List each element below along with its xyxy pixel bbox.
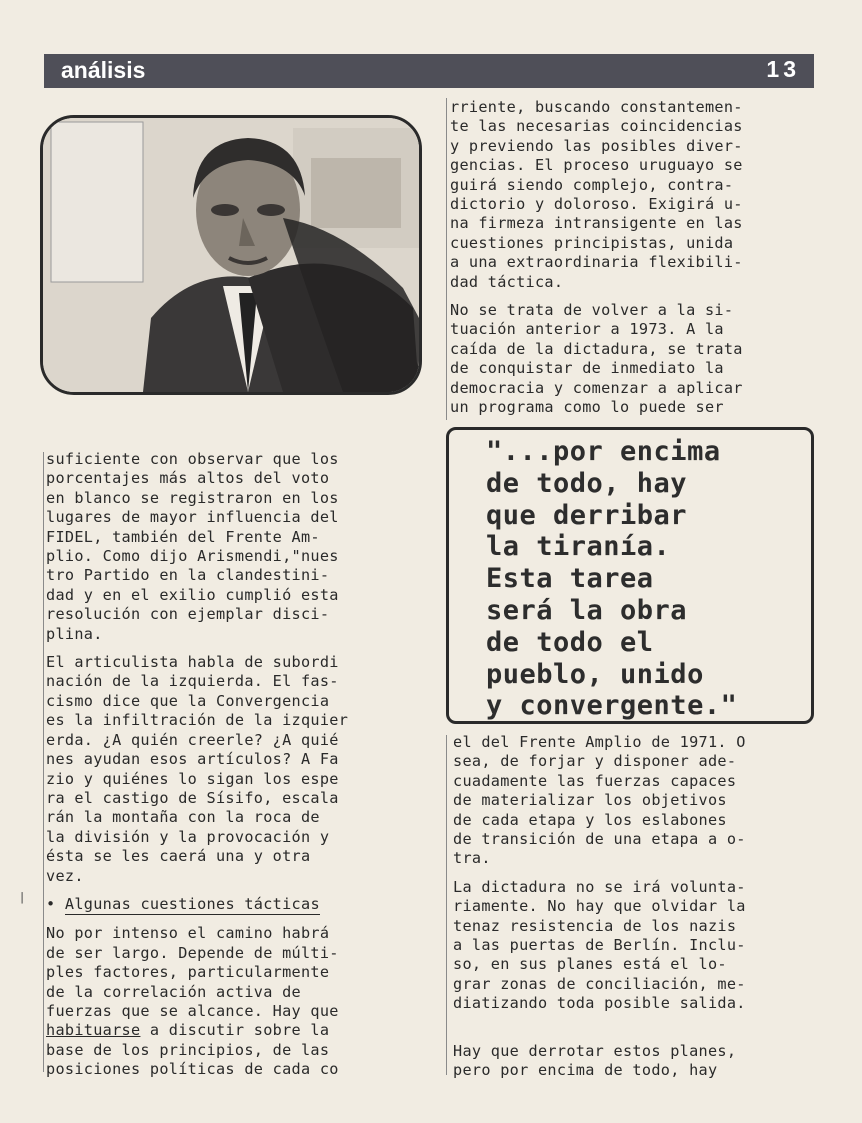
text-line: es la infiltración de la izquier xyxy=(46,711,349,730)
text-line: ples factores, particularmente xyxy=(46,963,330,982)
text-line: rriente, buscando constantemen- xyxy=(450,98,743,116)
page-number: 13 xyxy=(766,56,800,82)
underlined-word: habituarse xyxy=(46,1021,141,1040)
ink-mark: ❘ xyxy=(18,890,27,906)
text-line xyxy=(46,1021,416,1040)
text-line: caída de la dictadura, se trata xyxy=(450,339,743,358)
text-line: base de los principios, de las xyxy=(46,1040,330,1059)
text-line: de transición de una etapa a o- xyxy=(453,830,746,849)
section-header-bar xyxy=(44,54,814,88)
text-line: ésta se les caerá una y otra xyxy=(46,847,311,866)
bullet-icon: • xyxy=(46,894,56,913)
text-line: No se trata de volver a la si- xyxy=(450,301,734,320)
text-line: democracia y comenzar a aplicar xyxy=(450,378,743,397)
quote-line: pueblo, unido xyxy=(486,658,704,690)
text-line: FIDEL, también del Frente Am- xyxy=(46,527,320,546)
quote-line: que derribar xyxy=(486,499,688,531)
text-line: suficiente con observar que los xyxy=(46,450,339,468)
text-line: zio y quiénes lo sigan los espe xyxy=(46,769,339,788)
quote-line: Esta tarea xyxy=(486,563,654,595)
text-line: de conquistar de inmediato la xyxy=(450,359,724,378)
text-line: tra. xyxy=(453,849,491,868)
text-line: sea, de forjar y disponer ade- xyxy=(453,752,737,771)
text-line: El articulista habla de subordi xyxy=(46,653,339,672)
text-line: Hay que derrotar estos planes, xyxy=(453,1042,737,1060)
pull-quote xyxy=(486,436,737,722)
text-line: na firmeza intransigente en las xyxy=(450,214,743,233)
text-line: so, en sus planes está el lo- xyxy=(453,955,727,974)
text-line: te las necesarias coincidencias xyxy=(450,117,743,136)
right-column-top xyxy=(450,98,820,418)
right-column-rule-bottom xyxy=(446,735,447,1075)
pull-quote-box xyxy=(446,427,814,724)
quote-line: será la obra xyxy=(486,594,688,626)
right-column-bottom xyxy=(453,733,823,1014)
text-line: nación de la izquierda. El fas- xyxy=(46,672,339,691)
right-paragraph-2 xyxy=(450,301,820,417)
quote-line: de todo el xyxy=(486,626,654,658)
text-line: cuadamente las fuerzas capaces xyxy=(453,771,737,790)
text-line: nes ayudan esos artículos? A Fa xyxy=(46,750,339,769)
text-line: la división y la provocación y xyxy=(46,827,330,846)
text-line: dad y en el exilio cumplió esta xyxy=(46,585,339,604)
text-line: en blanco se registraron en los xyxy=(46,488,339,507)
left-paragraph-2 xyxy=(46,653,416,886)
text-line: cuestiones principistas, unida xyxy=(450,233,734,252)
text-line: tuación anterior a 1973. A la xyxy=(450,320,724,339)
right-paragraph-1 xyxy=(450,98,820,292)
text-line: pero por encima de todo, hay xyxy=(453,1061,718,1080)
text-line: erda. ¿A quién creerle? ¿A quié xyxy=(46,730,339,749)
text-fragment: a discutir sobre la xyxy=(140,1021,330,1040)
right-paragraph-4 xyxy=(453,878,823,1014)
left-column-rule xyxy=(43,452,44,1072)
text-line: vez. xyxy=(46,866,84,885)
text-line: de la correlación activa de xyxy=(46,982,301,1001)
text-line: La dictadura no se irá volunta- xyxy=(453,877,746,896)
subheading: Algunas cuestiones tácticas xyxy=(65,895,320,915)
section-title: análisis xyxy=(61,57,146,83)
left-paragraph-3 xyxy=(46,924,416,1079)
text-line: porcentajes más altos del voto xyxy=(46,469,330,488)
text-line: de ser largo. Depende de múlti- xyxy=(46,943,339,962)
text-line: resolución con ejemplar disci- xyxy=(46,605,330,624)
text-line: diatizando toda posible salida. xyxy=(453,994,746,1013)
text-line: gencias. El proceso uruguayo se xyxy=(450,156,743,175)
right-column-rule-top xyxy=(446,98,447,420)
text-line: a las puertas de Berlín. Inclu- xyxy=(453,936,746,955)
text-line: de materializar los objetivos xyxy=(453,791,727,810)
subheading-line xyxy=(46,895,416,915)
text-line: fuerzas que se alcance. Hay que xyxy=(46,1001,339,1020)
text-line: de cada etapa y los eslabones xyxy=(453,810,727,829)
text-line: ra el castigo de Sísifo, escala xyxy=(46,788,339,807)
text-line: guirá siendo complejo, contra- xyxy=(450,175,734,194)
text-line: No por intenso el camino habrá xyxy=(46,924,330,943)
text-line: riamente. No hay que olvidar la xyxy=(453,897,746,916)
text-line: cismo dice que la Convergencia xyxy=(46,691,330,710)
text-line: a una extraordinaria flexibili- xyxy=(450,253,743,272)
quote-line: "...por encima xyxy=(486,436,721,467)
left-column xyxy=(46,450,416,1080)
text-line: tro Partido en la clandestini- xyxy=(46,566,330,585)
text-line: lugares de mayor influencia del xyxy=(46,508,339,527)
text-line: posiciones políticas de cada co xyxy=(46,1060,339,1079)
left-paragraph-1 xyxy=(46,450,416,644)
text-line: plio. Como dijo Arismendi,"nues xyxy=(46,547,339,566)
text-line: un programa como lo puede ser xyxy=(450,398,724,417)
quote-line: y convergente." xyxy=(486,690,738,722)
text-line: el del Frente Amplio de 1971. O xyxy=(453,733,746,751)
text-line: dictorio y doloroso. Exigirá u- xyxy=(450,195,743,214)
right-paragraph-5 xyxy=(453,1042,823,1081)
text-line: dad táctica. xyxy=(450,272,564,291)
text-line: plina. xyxy=(46,624,103,643)
text-line: grar zonas de conciliación, me- xyxy=(453,974,746,993)
portrait-illustration xyxy=(43,118,419,392)
text-line: y previendo las posibles diver- xyxy=(450,136,743,155)
right-paragraph-3 xyxy=(453,733,823,869)
quote-line: la tiranía. xyxy=(486,531,671,563)
quote-line: de todo, hay xyxy=(486,467,688,499)
portrait-photo xyxy=(40,115,422,395)
text-line: tenaz resistencia de los nazis xyxy=(453,916,737,935)
text-line: rán la montaña con la roca de xyxy=(46,808,320,827)
